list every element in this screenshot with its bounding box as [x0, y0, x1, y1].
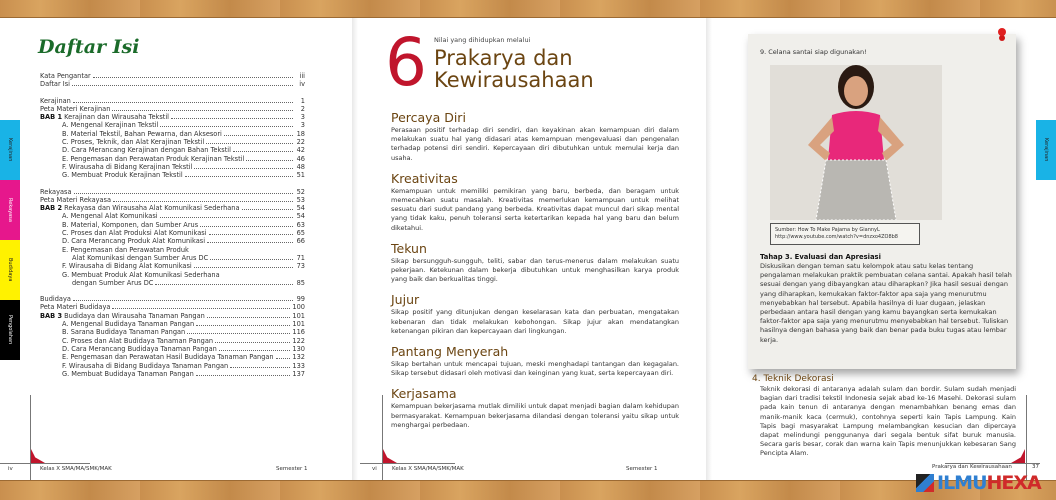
- value-section: [391, 292, 679, 336]
- leader-dots: [160, 122, 293, 127]
- chapter-title: Prakarya dan Kewirausahaan: [434, 46, 594, 92]
- toc-page-number: iv: [299, 80, 305, 89]
- toc-entry[interactable]: [40, 262, 305, 270]
- value-description: Perasaan positif terhadap diri sendiri, dan keyakinan akan kemampuan diri dalam melakukan suatu hal yang didasari atas kemampuan mengevaluasi dan pengenalan terhadap potensi diri sendiri. Kepercayaan diri dibutuhkan untuk memulai kerja dan usaha.: [391, 126, 679, 162]
- toc-entry[interactable]: [40, 295, 305, 303]
- footer-book: Prakarya dan Kewirausahaan: [932, 464, 1012, 470]
- toc-page-number: iii: [299, 72, 305, 80]
- toc-entry[interactable]: [40, 229, 305, 237]
- chapter-label: BAB 1: [40, 113, 63, 122]
- chapter-label: BAB 2: [40, 204, 63, 213]
- toc-entry[interactable]: [40, 320, 305, 328]
- toc-entry[interactable]: [40, 271, 305, 279]
- toc-page-number: 65: [296, 229, 305, 238]
- tab-rekayasa[interactable]: Rekayasa: [0, 180, 20, 240]
- toc-entry-title: B. Sarana Budidaya Tanaman Pangan: [62, 328, 186, 337]
- toc-page-number: 46: [296, 154, 305, 163]
- toc-entry[interactable]: [40, 279, 305, 287]
- tab-kerajinan[interactable]: Kerajinan: [0, 120, 20, 180]
- crop-line: [382, 395, 383, 485]
- footer-page-number: vi: [372, 466, 377, 472]
- leader-dots: [207, 313, 291, 318]
- toc-entry[interactable]: [40, 345, 305, 353]
- toc-entry-title: Rekayasa: [40, 187, 72, 196]
- toc-entry-title: G. Membuat Produk Kerajinan Tekstil: [62, 171, 183, 180]
- toc-page-number: 100: [292, 303, 305, 312]
- decoration-section: 4. Teknik Dekorasi Teknik dekorasi di antaranya adalah sulam dan bordir. Sulam sudah menjadi bagian dari tradisi tekstil Indonesia sejak abad ke-16 Masehi. Dekorasi sulam pada kain tenun di antaranya dengan menambahkan benang emas dan manik-manik kaca (cermuk), contohnya seperti kain Tapis Lampung. Kain Tapis bagi masyarakat Lampung melambangkan kesucian dan dipercaya dapat melindungi penggunanya dari segala bentuk sifat buruk manusia. Secara garis besar, corak dan warna kain Tapis menunjukkan kebesaran Sang Pencipta Alam.: [752, 374, 1016, 458]
- value-section: [391, 241, 679, 285]
- toc-entry[interactable]: [40, 105, 305, 113]
- toc-page-number: 85: [296, 278, 305, 287]
- page-seam: [352, 18, 358, 480]
- footer-page-number: 37: [1032, 464, 1039, 470]
- leader-dots: [93, 73, 293, 78]
- toc-entry[interactable]: [40, 370, 305, 378]
- toc-entry[interactable]: [40, 72, 305, 80]
- toc-page-number: 101: [292, 320, 305, 329]
- toc-entry[interactable]: [40, 337, 305, 345]
- toc-page-number: 116: [292, 328, 305, 337]
- toc-entry-title: C. Proses dan Alat Produksi Alat Komunikasi: [62, 229, 207, 238]
- toc-entry-title: Budidaya: [40, 295, 71, 304]
- toc-page-number: 63: [296, 220, 305, 229]
- toc-page-number: 54: [296, 204, 305, 213]
- value-section: [391, 171, 679, 233]
- value-heading: Jujur: [391, 292, 420, 308]
- toc-page-number: 66: [296, 237, 305, 246]
- value-description: Sikap bertahan untuk mencapai tujuan, meski menghadapi tantangan dan kegagalan. Sikap tersebut didasari oleh motivasi dan keinginan yang kuat, serta kepercayaan diri.: [391, 360, 679, 378]
- toc-page-number: 73: [296, 262, 305, 271]
- toc-entry-title: G. Membuat Produk Alat Komunikasi Sederhana: [62, 270, 220, 279]
- toc-entry-title: D. Cara Merancang Kerajinan dengan Bahan Tekstil: [62, 146, 231, 155]
- toc-entry-title: F. Wirausaha di Bidang Budidaya Tanaman Pangan: [62, 361, 229, 370]
- footer-semester: Semester 1: [276, 466, 308, 472]
- toc-entry-title: Kata Pengantar: [40, 72, 91, 80]
- toc-entry[interactable]: [40, 155, 305, 163]
- leader-dots: [73, 296, 293, 301]
- toc-page-number: 52: [296, 187, 305, 196]
- leader-dots: [187, 329, 290, 334]
- leader-dots: [276, 354, 291, 359]
- toc-entry-title: Alat Komunikasi dengan Sumber Arus DC: [72, 253, 209, 262]
- toc-page-number: 51: [296, 171, 305, 180]
- toc-entry-title: A. Mengenal Alat Komunikasi: [62, 212, 158, 221]
- chapter-title: Kerajinan dan Wirausaha Tekstil: [64, 113, 170, 122]
- leader-dots: [233, 147, 293, 152]
- leader-dots: [185, 172, 293, 177]
- leader-dots: [112, 106, 293, 111]
- leader-dots: [200, 222, 293, 227]
- toc-page-number: 1: [300, 96, 305, 105]
- leader-dots: [210, 255, 293, 260]
- toc-page-number: 101: [292, 311, 305, 320]
- value-section: [391, 110, 679, 163]
- chapter-title: Rekayasa dan Wirausaha Alat Komunikasi Sederhana: [64, 204, 240, 213]
- pinned-note-card: [748, 34, 1016, 369]
- photo-source: Sumber: How To Make Pajama by GiannyL http://www.youtube.com/watch?v=dnzxo4ZO8b8: [770, 223, 920, 245]
- crop-line: [0, 463, 90, 464]
- toc-entry[interactable]: [40, 163, 305, 171]
- toc-entry-title: Peta Materi Rekayasa: [40, 195, 112, 204]
- toc-entry-title: B. Material Tekstil, Bahan Pewarna, dan Aksesori: [62, 129, 222, 138]
- toc-page-number: 133: [292, 361, 305, 370]
- toc-page-number: 3: [300, 121, 305, 130]
- toc-entry[interactable]: [40, 312, 305, 320]
- footer-semester: Semester 1: [626, 466, 658, 472]
- footer-book: Kelas X SMA/MA/SMK/MAK: [392, 466, 464, 472]
- toc-entry-title: C. Proses, Teknik, dan Alat Kerajinan Tekstil: [62, 138, 205, 147]
- toc-entry-title: A. Mengenal Kerajinan Tekstil: [62, 121, 159, 130]
- value-heading: Kerjasama: [391, 386, 457, 402]
- value-heading: Percaya Diri: [391, 110, 466, 125]
- leader-dots: [194, 263, 293, 268]
- toc-entry[interactable]: [40, 80, 305, 88]
- toc-entry-title: Peta Materi Budidaya: [40, 303, 111, 312]
- chapter-subtitle: Nilai yang dihidupkan melalui: [434, 36, 531, 44]
- value-description: Sikap positif yang ditunjukan dengan keselarasan kata dan perbuatan, mengatakan kebenaran dan tidak melakukan kebohongan. Sikap jujur akan mendatangkan ketenangan pikiran dan kepercayaan dari lingkungan.: [391, 308, 679, 335]
- crop-line: [360, 463, 455, 464]
- toc-entry-title: G. Membuat Budidaya Tanaman Pangan: [62, 369, 194, 378]
- toc-page-number: 54: [296, 212, 305, 221]
- toc-page-number: 18: [296, 129, 305, 138]
- toc-entry-title: B. Material, Komponen, dan Sumber Arus: [62, 220, 199, 229]
- cube-logo-icon: [916, 474, 934, 492]
- leader-dots: [206, 139, 293, 144]
- toc-page-number: 53: [296, 195, 305, 204]
- value-section: [391, 344, 679, 378]
- leader-dots: [215, 338, 290, 343]
- leader-dots: [171, 114, 293, 119]
- toc-entry[interactable]: [40, 97, 305, 105]
- toc-entry[interactable]: [40, 221, 305, 229]
- toc-entry[interactable]: [40, 196, 305, 204]
- toc-entry[interactable]: [40, 237, 305, 245]
- toc-entry-title: E. Pengemasan dan Perawatan Produk Kerajinan Tekstil: [62, 154, 245, 163]
- evaluation-section: Tahap 3. Evaluasi dan Apresiasi Diskusikan dengan teman satu kelompok atau satu kelas tentang pengalaman melakukan praktik pembuatan celana santai. Apakah hasil telah sesuai dengan yang dibayangkan atau diharapkan? Jika hasil sesuai dengan yang diharapkan, kemukakan faktor-faktor apa saja yang menurutmu menyebabkan hal tersebut. Apabila hasilnya di luar dugaan, jelaskan perbedaan antara hasil dengan yang kamu bayangkan serta kemukakan faktor-faktor apa saja yang menurutmu menyebabkan hal tersebut. Tuliskan hasilnya dengan bahasa yang baik dan benar pada buku tugas atau lembar kerja.: [760, 253, 1012, 344]
- toc-page-number: 132: [292, 353, 305, 362]
- leader-dots: [242, 205, 293, 210]
- toc-entry-title: D. Cara Merancang Budidaya Tanaman Pangan: [62, 344, 217, 353]
- toc-entry-title: [40, 204, 240, 212]
- toc-entry[interactable]: [40, 254, 305, 262]
- toc-entry-title: E. Pengemasan dan Perawatan Produk: [62, 245, 189, 254]
- toc-page-number: 3: [300, 113, 305, 122]
- wood-background-top: [0, 0, 1056, 18]
- page-title: Daftar Isi: [38, 36, 140, 58]
- wood-background-bottom: [0, 480, 1056, 500]
- leader-dots: [74, 189, 293, 194]
- toc-entry[interactable]: [40, 328, 305, 336]
- toc-entry-title: C. Proses dan Alat Budidaya Tanaman Pangan: [62, 336, 214, 345]
- value-section: [391, 386, 679, 430]
- toc-entry-title: [40, 312, 205, 320]
- toc-entry[interactable]: [40, 362, 305, 370]
- toc-entry[interactable]: [40, 138, 305, 146]
- toc-page-number: 71: [296, 253, 305, 262]
- toc-page-number: 22: [296, 138, 305, 147]
- leader-dots: [207, 238, 293, 243]
- toc-page-number: 48: [296, 162, 305, 171]
- toc-page-number: 130: [292, 344, 305, 353]
- leader-dots: [73, 98, 293, 103]
- leader-dots: [112, 304, 290, 309]
- toc-entry-title: Kerajinan: [40, 96, 71, 105]
- toc-entry-title: Daftar Isi: [40, 80, 70, 89]
- toc-entry-title: F. Wirausaha di Bidang Kerajinan Tekstil: [62, 162, 193, 171]
- value-description: Kemampuan untuk memiliki pemikiran yang baru, berbeda, dan beragam untuk memecahkan suatu masalah. Kreativitas memerlukan kemampuan untuk melihat sesuatu dari sudut pandang yang berbeda. Kreativitas dapat muncul dari sikap mental yang tidak kaku, penuh toleransi serta ketertarikan kepada hal yang baru dan belum diketahui.: [391, 186, 679, 232]
- toc-entry[interactable]: [40, 188, 305, 196]
- toc-entry-title: F. Wirausaha di Bidang Alat Komunikasi: [62, 262, 192, 271]
- toc-entry-title: D. Cara Merancang Produk Alat Komunikasi: [62, 237, 206, 246]
- toc-page-number: 42: [296, 146, 305, 155]
- toc-entry[interactable]: [40, 303, 305, 311]
- leader-dots: [72, 81, 293, 86]
- toc-entry[interactable]: [40, 121, 305, 129]
- toc-page-number: 137: [292, 369, 305, 378]
- leader-dots: [246, 156, 293, 161]
- value-description: Kemampuan bekerjasama mutlak dimiliki untuk dapat menjadi bagian dalam kehidupan bermasyarakat. Kemampuan bekerjasama dilandasi dengan toleransi yaitu sikap untuk menghargai perbedaan.: [391, 402, 679, 429]
- leader-dots: [224, 131, 293, 136]
- chapter-title: Budidaya dan Wirausaha Tanaman Pangan: [64, 311, 205, 320]
- toc-entry[interactable]: [40, 246, 305, 254]
- leader-dots: [209, 230, 293, 235]
- leader-dots: [196, 321, 290, 326]
- toc-entry[interactable]: [40, 130, 305, 138]
- toc-entry[interactable]: [40, 146, 305, 154]
- crop-line: [30, 395, 31, 485]
- value-heading: Kreativitas: [391, 170, 458, 186]
- toc-page-number: 122: [292, 336, 305, 345]
- value-description: Sikap bersungguh-sungguh, teliti, sabar dan terus-menerus dalam melakukan suatu pekerjaan. Ketekunan dalam bekerja dibutuhkan untuk menghasilkan karya produk yang baik dan berkualitas tinggi.: [391, 256, 679, 284]
- chapter-label: BAB 3: [40, 311, 63, 320]
- toc-entry[interactable]: [40, 212, 305, 220]
- photo-caption: 9. Celana santai siap digunakan!: [760, 48, 867, 56]
- page-seam: [706, 18, 712, 480]
- toc-page-number: 2: [300, 104, 305, 113]
- footer-page-number: iv: [8, 466, 13, 472]
- table-of-contents: [40, 72, 305, 378]
- tab-budidaya[interactable]: Budidaya: [0, 240, 20, 300]
- toc-entry[interactable]: [40, 204, 305, 212]
- toc-entry-title: A. Mengenal Budidaya Tanaman Pangan: [62, 320, 195, 329]
- ilmuhexa-watermark: ILMU HEXA: [916, 472, 1041, 494]
- toc-entry-title: Peta Materi Kerajinan: [40, 104, 111, 113]
- leader-dots: [160, 213, 293, 218]
- toc-entry[interactable]: [40, 171, 305, 179]
- value-heading: Pantang Menyerah: [391, 344, 509, 360]
- toc-entry-title: dengan Sumber Arus DC: [72, 278, 154, 287]
- values-list: [391, 110, 679, 438]
- leader-dots: [113, 197, 293, 202]
- leader-dots: [194, 164, 293, 169]
- chapter-number: 6: [385, 24, 427, 101]
- leader-dots: [196, 371, 291, 376]
- leader-dots: [219, 346, 291, 351]
- photo-woman-in-pajama-pants: [770, 65, 942, 220]
- leader-dots: [155, 280, 293, 285]
- value-heading: Tekun: [391, 240, 427, 256]
- footer-book: Kelas X SMA/MA/SMK/MAK: [40, 466, 112, 472]
- tab-kerajinan-right[interactable]: Kerajinan: [1036, 120, 1056, 180]
- toc-entry-title: E. Pengemasan dan Perawatan Hasil Budidaya Tanaman Pangan: [62, 353, 274, 362]
- toc-entry[interactable]: [40, 113, 305, 121]
- pushpin-icon: [998, 28, 1006, 36]
- leader-dots: [230, 363, 290, 368]
- tab-pengolahan[interactable]: Pengolahan: [0, 300, 20, 360]
- toc-entry[interactable]: [40, 353, 305, 361]
- toc-page-number: 99: [296, 295, 305, 304]
- toc-entry-title: [40, 113, 169, 121]
